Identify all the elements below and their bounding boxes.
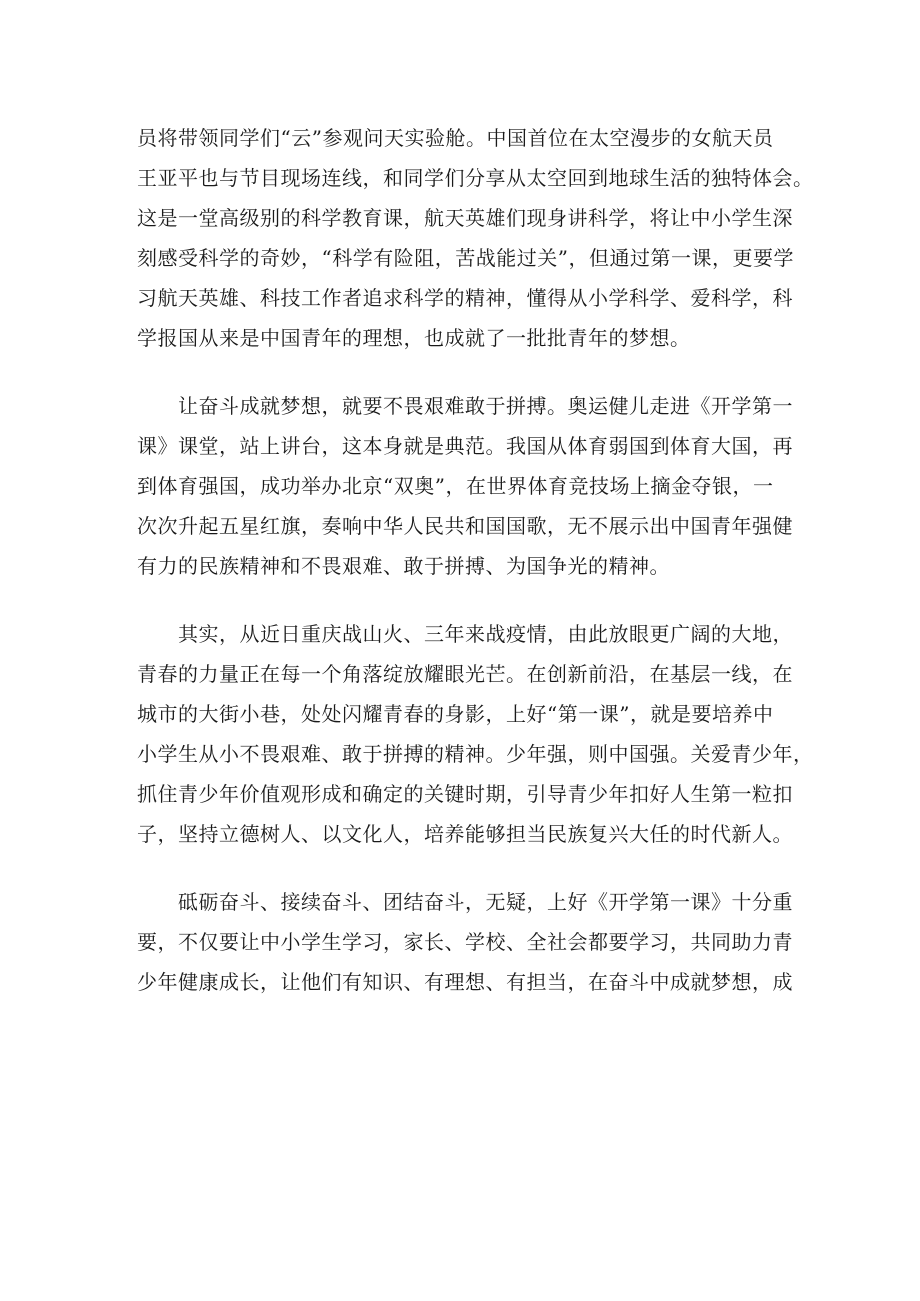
text-line: 子，坚持立德树人、以文化人，培养能够担当民族复兴大任的时代新人。 xyxy=(137,822,793,846)
text-line: 这是一堂高级别的科学教育课，航天英雄们现身讲科学，将让中小学生深 xyxy=(137,206,793,230)
text-line: 砥砺奋斗、接续奋斗、团结奋斗，无疑，上好《开学第一课》十分重 xyxy=(178,890,793,914)
text-line: 少年健康成长，让他们有知识、有理想、有担当，在奋斗中成就梦想，成 xyxy=(137,970,793,994)
paragraph-2 xyxy=(137,386,792,586)
text-line: 王亚平也与节目现场连线，和同学们分享从太空回到地球生活的独特体会。 xyxy=(137,166,814,190)
text-line: 有力的民族精神和不畏艰难、敢于拼搏、为国争光的精神。 xyxy=(137,554,670,578)
text-line: 让奋斗成就梦想，就要不畏艰难敢于拼搏。奥运健儿走进《开学第一 xyxy=(178,394,793,418)
text-line: 刻感受科学的奇妙，“科学有险阻，苦战能过关”，但通过第一课，更要学 xyxy=(137,246,794,270)
text-line: 习航天英雄、科技工作者追求科学的精神，懂得从小学科学、爱科学，科 xyxy=(137,286,793,310)
text-line: 小学生从小不畏艰难、敢于拼搏的精神。少年强，则中国强。关爱青少年， xyxy=(137,742,814,766)
paragraph-3 xyxy=(137,614,814,854)
text-line: 要，不仅要让中小学生学习，家长、学校、全社会都要学习，共同助力青 xyxy=(137,930,793,954)
text-line: 抓住青少年价值观形成和确定的关键时期，引导青少年扣好人生第一粒扣 xyxy=(137,782,793,806)
paragraph-4 xyxy=(137,882,792,1002)
text-line: 学报国从来是中国青年的理想，也成就了一批批青年的梦想。 xyxy=(137,326,691,350)
text-line: 其实，从近日重庆战山火、三年来战疫情，由此放眼更广阔的大地， xyxy=(178,622,793,646)
text-line: 员将带领同学们“云”参观问天实验舱。中国首位在太空漫步的女航天员 xyxy=(137,126,774,150)
text-line: 青春的力量正在每一个角落绽放耀眼光芒。在创新前沿，在基层一线，在 xyxy=(137,662,793,686)
paragraph-1 xyxy=(137,118,814,358)
text-line: 课》课堂，站上讲台，这本身就是典范。我国从体育弱国到体育大国，再 xyxy=(137,434,793,458)
document-body xyxy=(137,118,814,1030)
text-line: 次次升起五星红旗，奏响中华人民共和国国歌，无不展示出中国青年强健 xyxy=(137,514,793,538)
text-line: 城市的大街小巷，处处闪耀青春的身影，上好“第一课”，就是要培养中 xyxy=(137,702,774,726)
text-line: 到体育强国，成功举办北京“双奥”，在世界体育竞技场上摘金夺银，一 xyxy=(137,474,774,498)
